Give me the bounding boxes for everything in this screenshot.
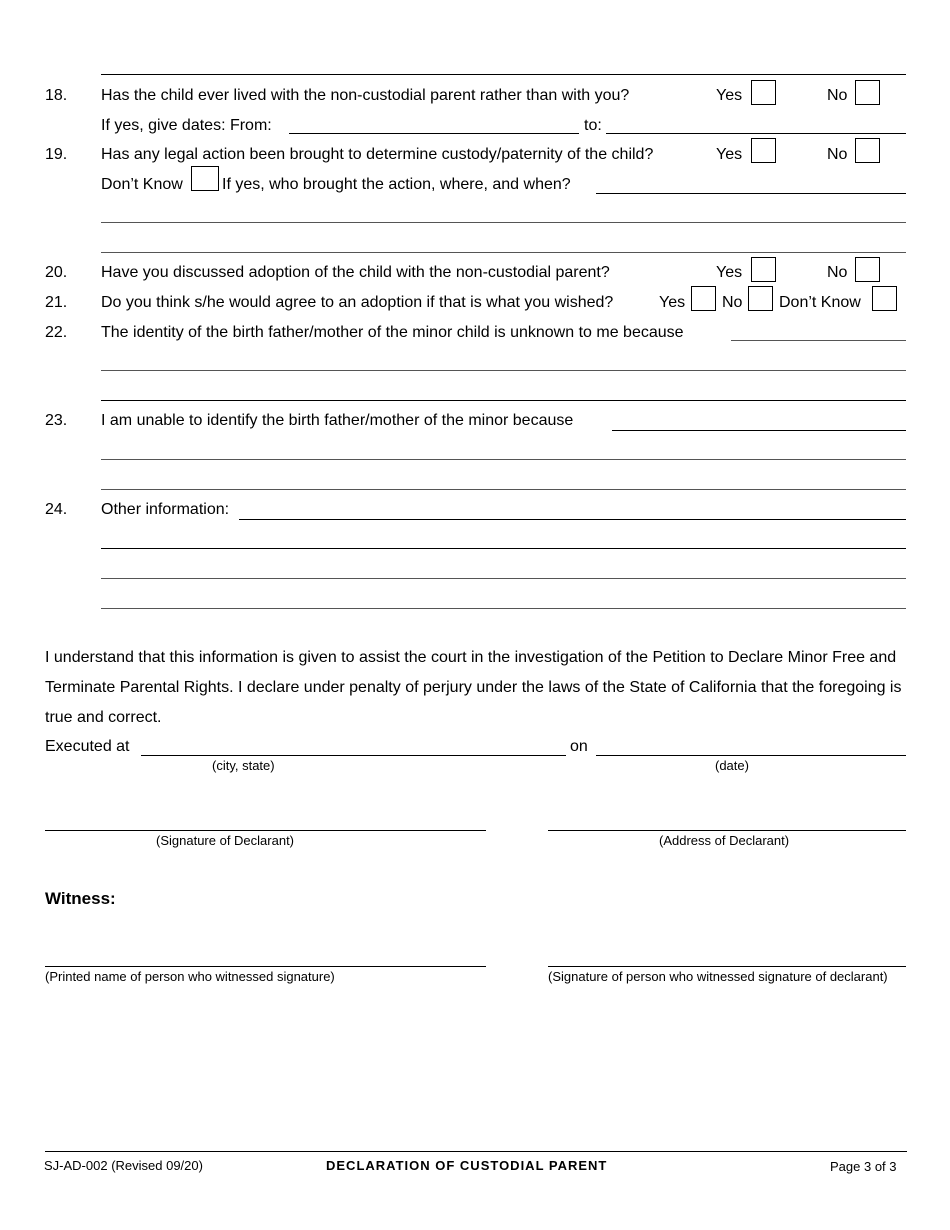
- q19-followup-text: If yes, who brought the action, where, and when?: [222, 176, 571, 193]
- q22-answer-line-3[interactable]: [101, 400, 906, 401]
- q20-number: 20.: [45, 264, 68, 281]
- q19-yes-label: Yes: [716, 146, 743, 163]
- witness-printed-name-caption: (Printed name of person who witnessed signature): [45, 969, 335, 984]
- q22-number: 22.: [45, 324, 68, 341]
- q18-to-label: to:: [584, 117, 602, 134]
- q19-yes-checkbox[interactable]: [751, 138, 776, 163]
- q20-no-label: No: [827, 264, 848, 281]
- q24-answer-line-1[interactable]: [239, 519, 906, 520]
- q23-answer-line-2[interactable]: [101, 459, 906, 460]
- q20-yes-label: Yes: [716, 264, 743, 281]
- q18-number: 18.: [45, 87, 68, 104]
- declarant-address-line[interactable]: [548, 830, 906, 831]
- q23-answer-line-3[interactable]: [101, 489, 906, 490]
- q21-yes-label: Yes: [659, 294, 686, 311]
- witness-heading: Witness:: [45, 889, 116, 908]
- q22-answer-line-1[interactable]: [731, 340, 906, 341]
- q24-number: 24.: [45, 501, 68, 518]
- declarant-signature-line[interactable]: [45, 830, 486, 831]
- top-rule: [101, 74, 906, 75]
- q20-no-checkbox[interactable]: [855, 257, 880, 282]
- q19-no-checkbox[interactable]: [855, 138, 880, 163]
- footer-form-id: SJ-AD-002 (Revised 09/20): [44, 1158, 203, 1173]
- q19-text: Has any legal action been brought to determine custody/paternity of the child?: [101, 146, 654, 163]
- q22-text: The identity of the birth father/mother of the minor child is unknown to me because: [101, 324, 684, 341]
- witness-signature-caption: (Signature of person who witnessed signature of declarant): [548, 969, 888, 984]
- q19-answer-line-1[interactable]: [596, 193, 906, 194]
- q23-text: I am unable to identify the birth father/mother of the minor because: [101, 412, 574, 429]
- date-caption: (date): [715, 758, 749, 773]
- date-field[interactable]: [596, 755, 906, 756]
- q21-yes-checkbox[interactable]: [691, 286, 716, 311]
- q23-number: 23.: [45, 412, 68, 429]
- q24-answer-line-4[interactable]: [101, 608, 906, 609]
- q18-from-field[interactable]: [289, 133, 579, 134]
- city-state-caption: (city, state): [212, 758, 275, 773]
- witness-printed-name-line[interactable]: [45, 966, 486, 967]
- executed-at-field[interactable]: [141, 755, 566, 756]
- q18-yes-checkbox[interactable]: [751, 80, 776, 105]
- q19-answer-line-3[interactable]: [101, 252, 906, 253]
- q21-dont-know-label: Don’t Know: [779, 294, 861, 311]
- q21-no-checkbox[interactable]: [748, 286, 773, 311]
- q18-no-checkbox[interactable]: [855, 80, 880, 105]
- q22-answer-line-2[interactable]: [101, 370, 906, 371]
- q18-no-label: No: [827, 87, 848, 104]
- q21-dont-know-checkbox[interactable]: [872, 286, 897, 311]
- q18-to-field[interactable]: [606, 133, 906, 134]
- declaration-paragraph: I understand that this information is given to assist the court in the investigation of the Petition to Declare Minor Free and Terminate Parental Rights. I declare under penalty of perjury under the laws of the State of California that the foregoing is true and correct.: [45, 649, 902, 726]
- q24-answer-line-3[interactable]: [101, 578, 906, 579]
- q21-text: Do you think s/he would agree to an adoption if that is what you wished?: [101, 294, 614, 311]
- q19-dont-know-label: Don’t Know: [101, 176, 183, 193]
- q24-answer-line-2[interactable]: [101, 548, 906, 549]
- q18-dates-label: If yes, give dates: From:: [101, 117, 272, 134]
- q19-number: 19.: [45, 146, 68, 163]
- q23-answer-line-1[interactable]: [612, 430, 906, 431]
- footer-rule: [45, 1151, 907, 1152]
- declarant-signature-caption: (Signature of Declarant): [156, 833, 295, 848]
- q20-yes-checkbox[interactable]: [751, 257, 776, 282]
- q21-no-label: No: [722, 294, 743, 311]
- q21-number: 21.: [45, 294, 68, 311]
- footer-title: DECLARATION OF CUSTODIAL PARENT: [326, 1158, 608, 1173]
- q24-text: Other information:: [101, 501, 230, 518]
- q19-no-label: No: [827, 146, 848, 163]
- q19-dont-know-checkbox[interactable]: [191, 166, 219, 191]
- declarant-address-caption: (Address of Declarant): [659, 833, 790, 848]
- executed-at-label: Executed at: [45, 738, 130, 755]
- q19-answer-line-2[interactable]: [101, 222, 906, 223]
- q18-text: Has the child ever lived with the non-custodial parent rather than with you?: [101, 87, 630, 104]
- q18-yes-label: Yes: [716, 87, 743, 104]
- footer-page-number: Page 3 of 3: [830, 1159, 897, 1174]
- on-label: on: [570, 738, 588, 755]
- q20-text: Have you discussed adoption of the child with the non-custodial parent?: [101, 264, 610, 281]
- witness-signature-line[interactable]: [548, 966, 906, 967]
